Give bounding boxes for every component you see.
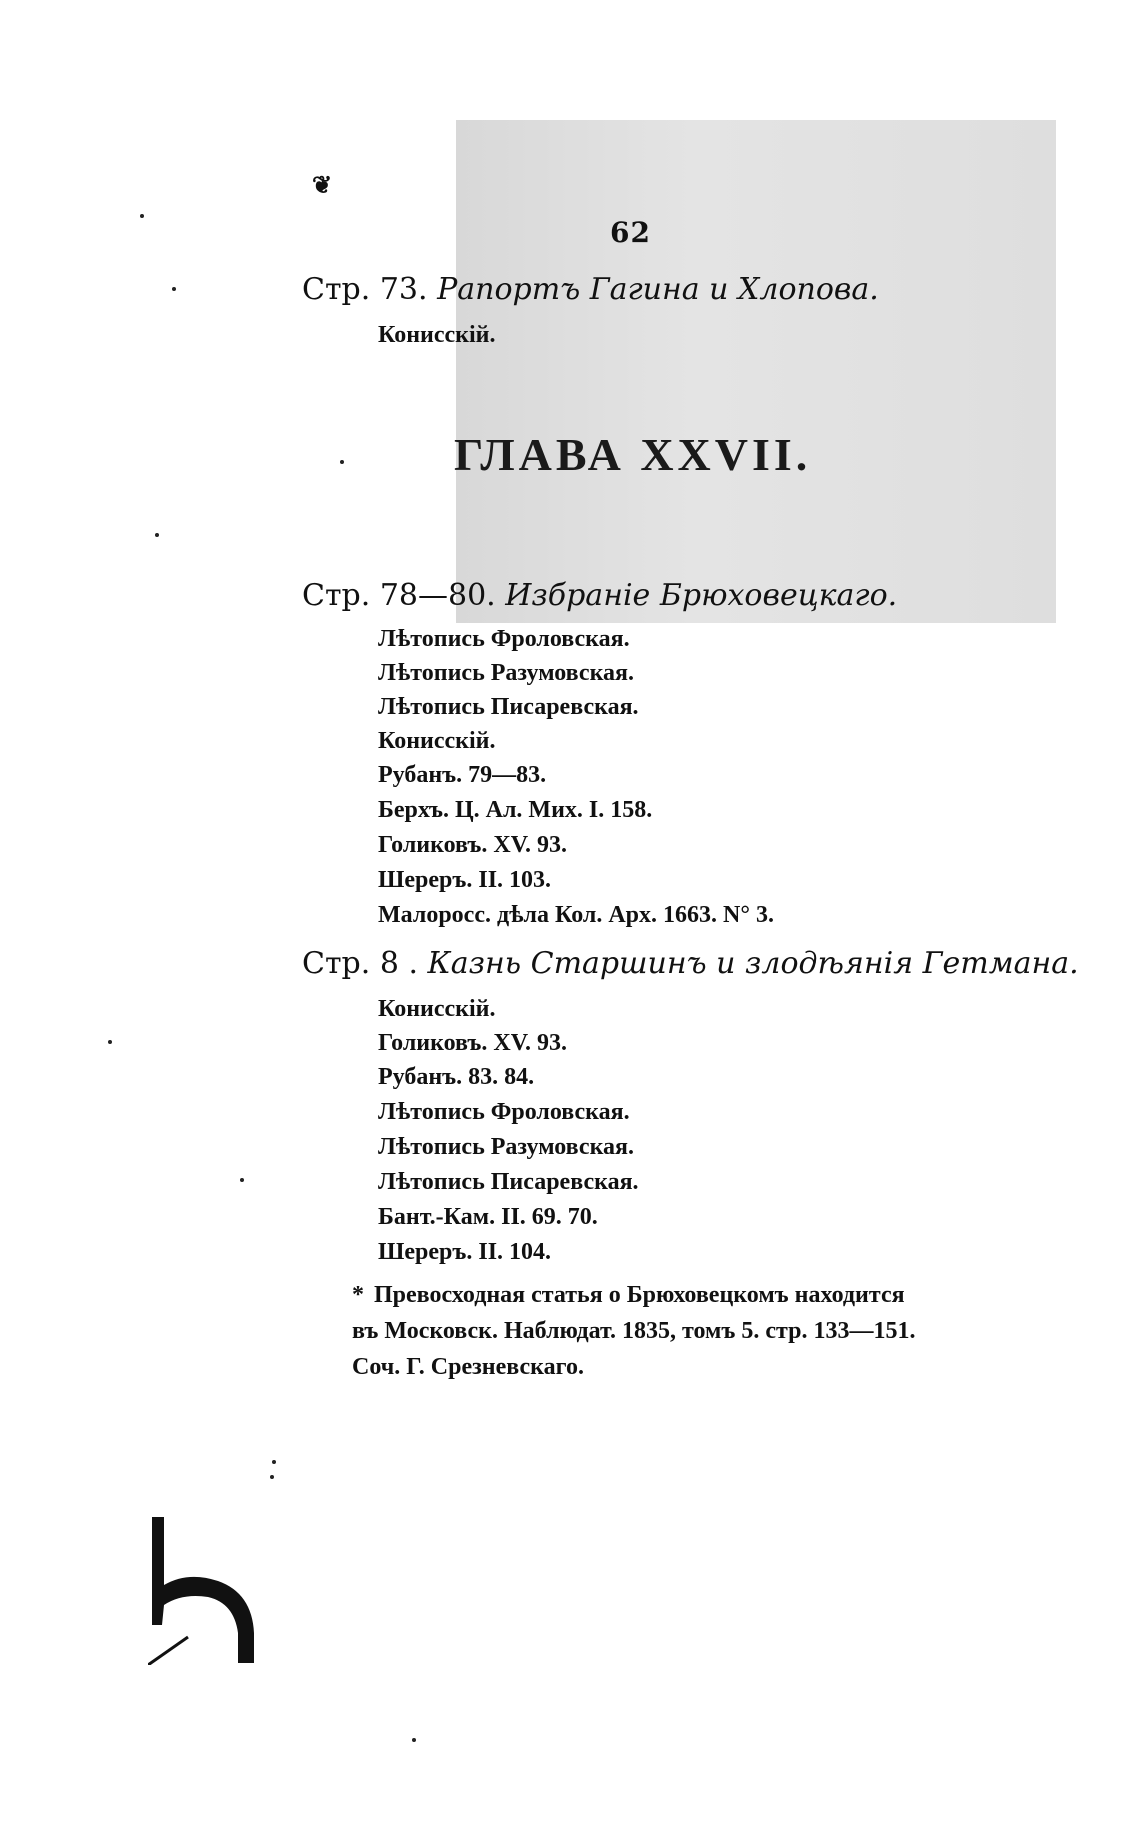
entry-2-source: Лѣтопись Разумовская. [378, 660, 635, 686]
speck [272, 1460, 276, 1464]
entry-2-source: Берхъ. Ц. Ал. Мих. I. 158. [378, 797, 653, 823]
ink-blot: ❦ [312, 170, 333, 199]
entry-3-source: Шереръ. II. 104. [378, 1239, 552, 1265]
entry-3-source: Лѣтопись Фроловская. [378, 1099, 630, 1125]
footnote-marker: * [352, 1282, 364, 1308]
entry-3-source: Конисскій. [378, 996, 496, 1022]
entry-1-source: Конисскій. [378, 322, 496, 348]
entry-2-title: Избраніе Брюховецкаго. [505, 578, 898, 613]
speck [412, 1738, 416, 1742]
speck [108, 1040, 112, 1044]
speck [172, 287, 176, 291]
speck [270, 1475, 274, 1479]
entry-1-label: Стр. 73. [302, 272, 428, 307]
entry-2-source: Малоросс. дѣла Кол. Арх. 1663. N° 3. [378, 902, 774, 928]
entry-2-source: Рубанъ. 79—83. [378, 762, 547, 788]
entry-3-title: Казнь Старшинъ и злодѣянія Гетмана. [427, 946, 1079, 981]
entry-2-source: Конисскій. [378, 728, 496, 754]
entry-1-title: Рапортъ Гагина и Хлопова. [437, 272, 879, 307]
entry-2-heading [302, 578, 897, 613]
scan-gray-patch [456, 120, 1056, 623]
entry-1-heading [302, 272, 879, 307]
entry-2-source: Голиковъ. XV. 93. [378, 832, 567, 858]
margin-ink-glyph [148, 1515, 258, 1665]
entry-2-source: Лѣтопись Писаревская. [378, 694, 639, 720]
footnote-line-2: въ Московск. Наблюдат. 1835, томъ 5. стр. 133—151. [352, 1318, 916, 1344]
entry-3-heading [302, 946, 1079, 981]
speck [140, 214, 144, 218]
entry-3-source: Рубанъ. 83. 84. [378, 1064, 535, 1090]
entry-3-source: Бант.-Кам. II. 69. 70. [378, 1204, 598, 1230]
speck [155, 533, 159, 537]
speck [240, 1178, 244, 1182]
page-number: 62 [610, 216, 651, 249]
entry-2-label: Стр. 78—80. [302, 578, 496, 613]
entry-3-source: Лѣтопись Разумовская. [378, 1134, 635, 1160]
entry-3-source: Лѣтопись Писаревская. [378, 1169, 639, 1195]
speck [340, 460, 344, 464]
entry-3-source: Голиковъ. XV. 93. [378, 1030, 567, 1056]
chapter-heading: ГЛАВА XXVII. [454, 429, 812, 480]
footnote-line-3: Соч. Г. Срезневскаго. [352, 1354, 584, 1380]
entry-3-label: Стр. 8 . [302, 946, 418, 981]
entry-2-source: Лѣтопись Фроловская. [378, 626, 630, 652]
footnote-line-1 [352, 1282, 905, 1309]
footnote-text-1: Превосходная статья о Брюховецкомъ находится [374, 1282, 905, 1308]
entry-2-source: Шереръ. II. 103. [378, 867, 552, 893]
